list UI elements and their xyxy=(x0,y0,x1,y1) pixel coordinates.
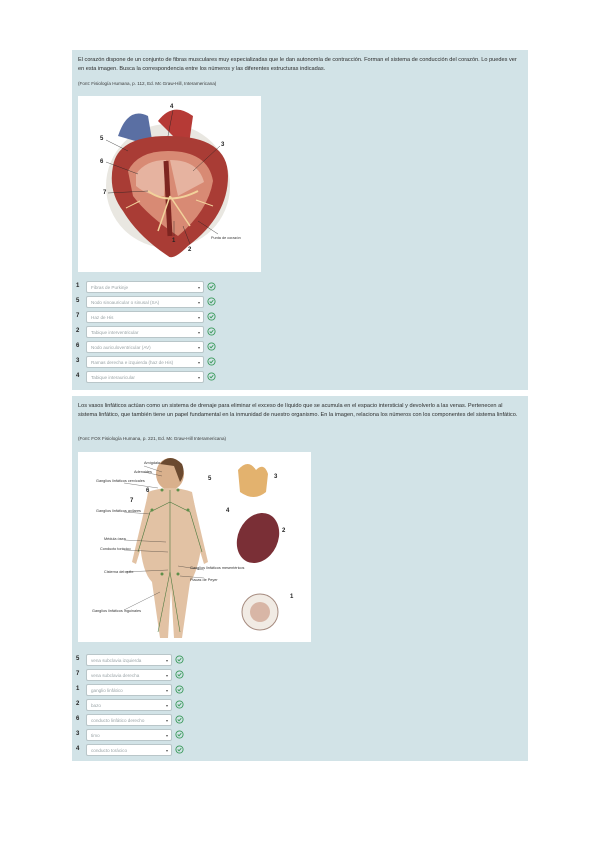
select-value: Nodo sinoauricular o sinusal (SA) xyxy=(91,300,160,305)
row-number: 4 xyxy=(76,746,80,752)
heart-label-3: 3 xyxy=(221,142,225,148)
chevron-down-icon: ▾ xyxy=(165,673,168,678)
check-circle-icon xyxy=(207,372,216,381)
check-circle-icon xyxy=(207,312,216,321)
answer-select[interactable] xyxy=(86,669,172,681)
lymph-label-2: 2 xyxy=(282,528,286,534)
answer-select[interactable] xyxy=(86,699,172,711)
answer-select[interactable] xyxy=(86,356,204,368)
chevron-down-icon: ▾ xyxy=(197,315,200,320)
answer-select[interactable] xyxy=(86,714,172,726)
select-value: Tabique interventricular xyxy=(91,330,139,335)
check-circle-icon xyxy=(207,327,216,336)
check-circle-icon xyxy=(207,297,216,306)
select-value: Tabique interauricular xyxy=(91,375,135,380)
row-number: 4 xyxy=(76,373,80,379)
heart-apex-label: Punta de corazón xyxy=(211,236,241,240)
chevron-down-icon: ▾ xyxy=(165,703,168,708)
select-value: conducto torácico xyxy=(91,748,128,753)
row-number: 2 xyxy=(76,328,80,334)
select-value: conducto linfático derecho xyxy=(91,718,145,723)
row-number: 3 xyxy=(76,731,80,737)
check-circle-icon xyxy=(175,715,184,724)
answer-select[interactable] xyxy=(86,326,204,338)
heart-label-6: 6 xyxy=(100,159,104,165)
question-text: El corazón dispone de un conjunto de fibras musculares muy especializadas que le dan autonomía de contracción. Forman el sistema de conducción del corazón. Lo puedes ver en esta imagen. Busca la correspondencia entre los números y las diferentes estructuras indicadas. xyxy=(78,57,517,72)
select-value: Fibras de Purkinje xyxy=(91,285,129,290)
chevron-down-icon: ▾ xyxy=(197,285,200,290)
label-bone-marrow: Médula ósea xyxy=(104,537,126,541)
check-circle-icon xyxy=(175,745,184,754)
row-number: 7 xyxy=(76,671,80,677)
select-value: Nodo auriculoventricular (AV) xyxy=(91,345,151,350)
check-circle-icon xyxy=(175,670,184,679)
label-thoracic-duct: Conducto torácico xyxy=(100,547,131,551)
heart-label-2: 2 xyxy=(188,247,192,253)
answer-select[interactable] xyxy=(86,729,172,741)
chevron-down-icon: ▾ xyxy=(165,748,168,753)
label-tonsil: Amígdala xyxy=(144,461,161,465)
lymph-label-7: 7 xyxy=(130,498,134,504)
select-value: ganglio linfático xyxy=(91,688,123,693)
answer-select[interactable] xyxy=(86,684,172,696)
row-number: 3 xyxy=(76,358,80,364)
row-number: 5 xyxy=(76,656,80,662)
check-circle-icon xyxy=(207,282,216,291)
heart-conduction-figure xyxy=(78,96,261,272)
row-number: 5 xyxy=(76,298,80,304)
answer-select[interactable] xyxy=(86,341,204,353)
answer-select[interactable] xyxy=(86,744,172,756)
lymph-label-3: 3 xyxy=(274,474,278,480)
lymph-label-5: 5 xyxy=(208,476,212,482)
chevron-down-icon: ▾ xyxy=(165,718,168,723)
row-number: 1 xyxy=(76,686,80,692)
check-circle-icon xyxy=(175,685,184,694)
answer-select[interactable] xyxy=(86,371,204,383)
label-mesenteric-nodes: Ganglios linfáticos mesentéricos xyxy=(190,566,245,570)
chevron-down-icon: ▾ xyxy=(197,300,200,305)
lymph-label-6: 6 xyxy=(146,488,150,494)
heart-label-4: 4 xyxy=(170,104,174,110)
heart-label-5: 5 xyxy=(100,136,104,142)
question-card-heart xyxy=(72,50,528,390)
select-value: vena subclavia derecha xyxy=(91,673,140,678)
label-cervical-nodes: Ganglios linfáticos cervicales xyxy=(96,479,145,483)
lymphatic-illustration xyxy=(78,452,311,642)
heart-label-1: 1 xyxy=(172,238,176,244)
row-number: 6 xyxy=(76,716,80,722)
check-circle-icon xyxy=(175,730,184,739)
select-value: Ramas derecha e izquierda (haz de His) xyxy=(91,360,174,365)
row-number: 7 xyxy=(76,313,80,319)
lymph-label-1: 1 xyxy=(290,594,294,600)
chevron-down-icon: ▾ xyxy=(197,360,200,365)
answer-select[interactable] xyxy=(86,281,204,293)
answer-select[interactable] xyxy=(86,296,204,308)
select-value: timo xyxy=(91,733,100,738)
label-adenoids: Adenoides xyxy=(134,470,152,474)
check-circle-icon xyxy=(175,655,184,664)
label-inguinal-nodes: Ganglios linfáticos inguinales xyxy=(92,609,141,613)
question-text: Los vasos linfáticos actúan como un sistema de drenaje para eliminar el exceso de líquido que se acumula en el espacio intersticial y devolverlo a las venas. Pertenecen al sistema linfático, que también tiene un papel fundamental en la inmunidad de nuestro organismo. En la imagen, relaciona los números con los componentes del sistema linfático. xyxy=(78,403,518,418)
check-circle-icon xyxy=(175,700,184,709)
chevron-down-icon: ▾ xyxy=(165,658,168,663)
label-peyer-patches: Placas de Peyer xyxy=(190,578,218,582)
row-number: 6 xyxy=(76,343,80,349)
label-axillary-nodes: Ganglios linfáticos axilares xyxy=(96,509,141,513)
select-value: Haz de His xyxy=(91,315,114,320)
lymphatic-system-figure xyxy=(78,452,311,642)
select-value: bazo xyxy=(91,703,101,708)
answer-select[interactable] xyxy=(86,654,172,666)
heart-label-7: 7 xyxy=(103,190,107,196)
answer-select[interactable] xyxy=(86,311,204,323)
check-circle-icon xyxy=(207,342,216,351)
select-value: vena subclavia izquierda xyxy=(91,658,142,663)
row-number: 2 xyxy=(76,701,80,707)
check-circle-icon xyxy=(207,357,216,366)
row-number: 1 xyxy=(76,283,80,289)
question-card-lymphatic xyxy=(72,396,528,761)
chevron-down-icon: ▾ xyxy=(197,375,200,380)
figure-citation: (Font: FOX Fisiología Humana, p. 221, Ed. Mc Graw-Hill Interamericana) xyxy=(78,436,227,441)
lymph-label-4: 4 xyxy=(226,508,230,514)
chevron-down-icon: ▾ xyxy=(197,330,200,335)
figure-citation: (Font: Fisiología Humana, p. 112, Ed. Mc Graw-Hill, Interamericana) xyxy=(78,81,217,86)
chevron-down-icon: ▾ xyxy=(197,345,200,350)
label-cisterna-chyli: Cisterna del quilo xyxy=(104,570,134,574)
heart-illustration xyxy=(78,96,261,272)
chevron-down-icon: ▾ xyxy=(165,688,168,693)
chevron-down-icon: ▾ xyxy=(165,733,168,738)
